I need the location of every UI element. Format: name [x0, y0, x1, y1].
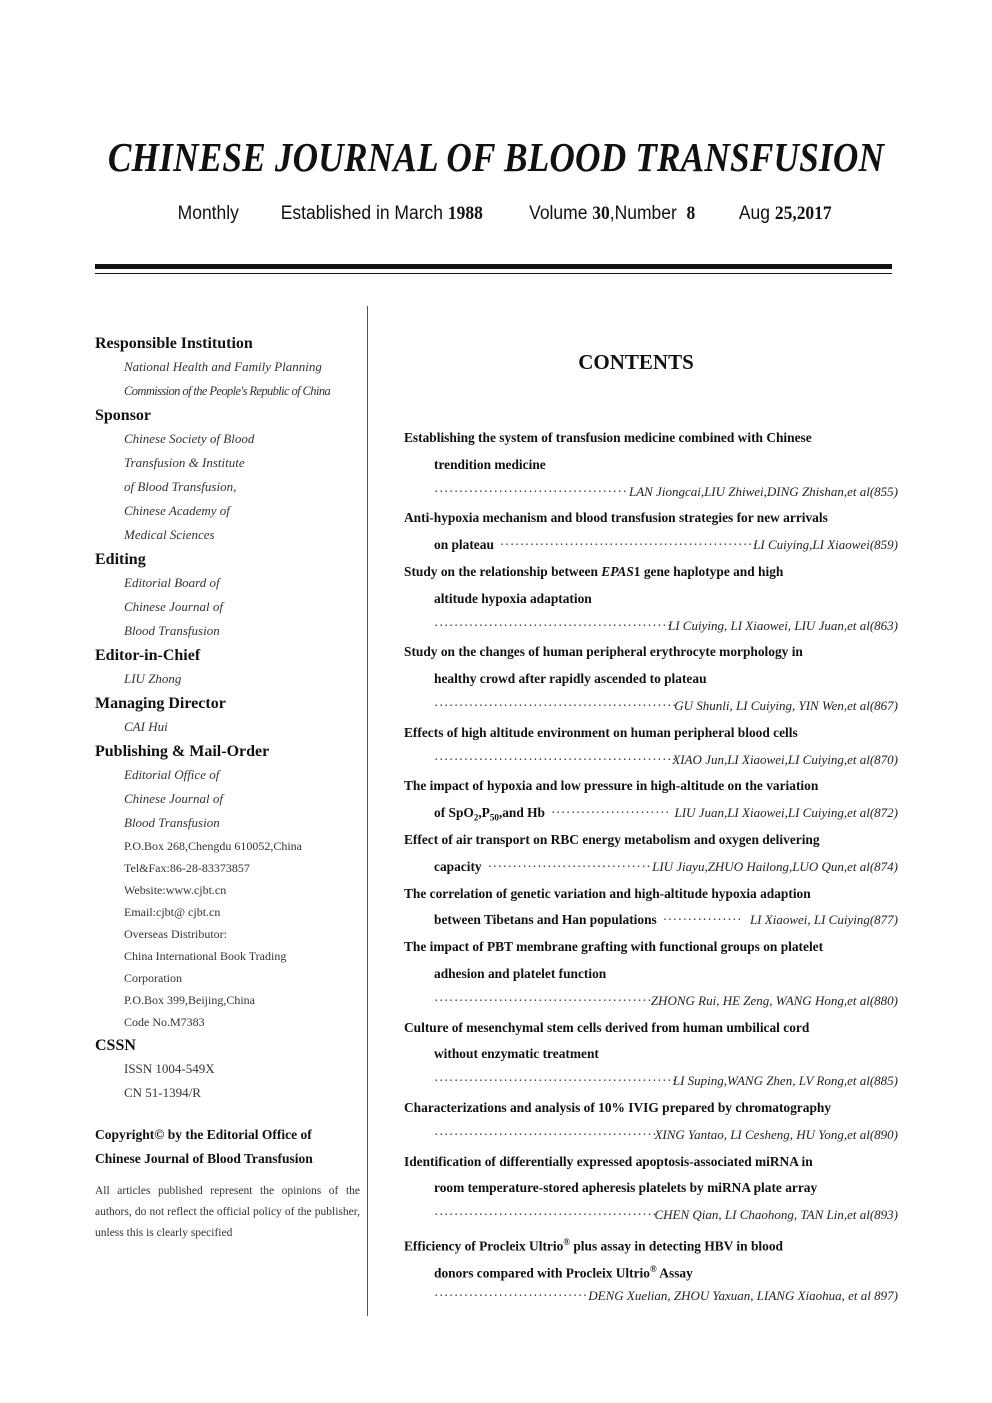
section-line: of Blood Transfusion,: [124, 479, 237, 494]
section-line: Chinese Society of Blood: [124, 431, 255, 446]
contents-heading: CONTENTS: [578, 350, 694, 374]
contact-line: Tel&Fax:86-28-83373857: [124, 861, 250, 875]
section-line: Transfusion & Institute: [124, 455, 245, 470]
toc-title-line: Anti-hypoxia mechanism and blood transfusion strategies for new arrivals: [404, 510, 828, 526]
toc-title-line: trendition medicine: [434, 456, 546, 472]
toc-title-line: Culture of mesenchymal stem cells derived from human umbilical cord: [404, 1019, 810, 1035]
toc-authors: LI Suping,WANG Zhen, LV Rong,et al(885): [672, 1073, 898, 1089]
section-line: Chinese Journal of: [124, 599, 223, 614]
section-line: Blood Transfusion: [124, 815, 220, 830]
toc-authors-line: between Tibetans and Han populations LI Xiaowei, LI Cuiying(877) ················: [404, 907, 898, 934]
toc-title-line: The impact of PBT membrane grafting with functional groups on platelet: [404, 939, 824, 955]
section-line: Commission of the People's Republic of China: [124, 384, 331, 398]
section-line: CAI Hui: [124, 719, 168, 734]
section-heading: Editing: [95, 551, 146, 568]
leader-dots: ·······································: [434, 483, 628, 499]
section-heading: Editor-in-Chief: [95, 647, 201, 664]
toc-title-line: The impact of hypoxia and low pressure in high-altitude on the variation: [404, 778, 819, 794]
toc-authors: LAN Jiongcai,LIU Zhiwei,DING Zhishan,et al(855): [628, 483, 898, 499]
masthead-info: [95, 331, 360, 1244]
toc-title-line: Characterizations and analysis of 10% IVIG prepared by chromatography: [404, 1099, 832, 1115]
toc-authors-line: capacity LIU Jiayu,ZHUO Hailong,LUO Qun,et al(874) ·································: [404, 854, 898, 881]
leader-dots: ·································: [487, 858, 652, 874]
issn-line: ISSN 1004-549X: [124, 1061, 215, 1076]
copyright-notice: Copyright© by the Editorial Office of Chinese Journal of Blood Transfusion: [95, 1127, 313, 1166]
toc-title-line: Study on the changes of human peripheral erythrocyte morphology in: [404, 644, 803, 660]
table-of-contents: [404, 425, 898, 1309]
toc-authors: XING Yantao, LI Cesheng, HU Yong,et al(890): [654, 1126, 898, 1142]
leader-dots: ·············································: [434, 1207, 658, 1223]
contact-line: P.O.Box 399,Beijing,China: [124, 993, 256, 1007]
toc-authors: LIU Juan,LI Xiaowei,LI Cuiying,et al(872): [674, 805, 898, 821]
toc-title-line: Effect of air transport on RBC energy metabolism and oxygen delivering: [404, 831, 820, 847]
section-heading: Publishing & Mail-Order: [95, 743, 270, 760]
leader-dots: ·················································: [434, 751, 677, 767]
toc-title-line: Efficiency of Procleix Ultrio® plus assay in detecting HBV in blood: [404, 1236, 783, 1254]
leader-dots: ························: [551, 805, 671, 821]
contact-line: Email:cjbt@ cjbt.cn: [124, 905, 221, 919]
toc-authors-line: [404, 988, 898, 1015]
toc-authors-line: [404, 613, 898, 640]
leader-dots: ·············································: [434, 1126, 658, 1142]
toc-authors: LI Cuiying, LI Xiaowei, LIU Juan,et al(863): [667, 617, 898, 633]
disclaimer: All articles published represent the opinions of the authors, do not reflect the official policy of the publisher, unless this is clearly specified: [95, 1185, 360, 1239]
contact-line: Overseas Distributor:: [124, 927, 227, 941]
toc-title-line: Establishing the system of transfusion medicine combined with Chinese: [404, 430, 812, 445]
section-line: Editorial Board of: [124, 575, 220, 590]
section-line: Chinese Journal of: [124, 791, 223, 806]
leader-dots: ············································: [434, 992, 653, 1008]
section-line: National Health and Family Planning: [124, 359, 322, 374]
toc-title-line: Effects of high altitude environment on human peripheral blood cells: [404, 724, 798, 740]
leader-dots: ·················································: [434, 1073, 677, 1089]
leader-dots: ·················································: [434, 697, 677, 713]
toc-authors-line: of $SpO_2,P_{50},and$ Hb LIU Juan,LI Xiaowei,LI Cuiying,et al(872) ························: [404, 800, 898, 827]
toc-title-line: without enzymatic treatment: [434, 1046, 599, 1062]
column-divider: [367, 306, 368, 1316]
toc-authors: XIAO Jun,LI Xiaowei,LI Cuiying,et al(870): [672, 751, 898, 767]
toc-authors: LI Xiaowei, LI Cuiying(877): [749, 912, 898, 928]
frequency: Monthly: [177, 203, 239, 224]
leader-dots: ················································: [434, 617, 673, 633]
section-line: LIU Zhong: [124, 671, 182, 686]
toc-authors-line: on plateau LI Cuiying,LI Xiaowei(859) ····················································: [404, 532, 898, 559]
leader-dots: ····················································: [499, 537, 758, 553]
section-line: Editorial Office of: [124, 767, 220, 782]
contact-line: Website:www.cjbt.cn: [124, 883, 227, 897]
toc-authors-line: [404, 1068, 898, 1095]
toc-authors: DENG Xuelian, ZHOU Yaxuan, LIANG Xiaohua, et al 897): [588, 1287, 898, 1303]
toc-authors-line: [404, 747, 898, 774]
toc-title-line: donors compared with Procleix Ultrio® Assay: [434, 1263, 693, 1281]
leader-dots: ·······························: [434, 1287, 588, 1303]
toc-authors-line: [404, 693, 898, 720]
toc-authors: LIU Jiayu,ZHUO Hailong,LUO Qun,et al(874): [652, 858, 898, 874]
toc-authors-line: [404, 1122, 898, 1149]
toc-title-line: Identification of differentially expressed apoptosis-associated miRNA in: [404, 1153, 813, 1169]
toc-authors: GU Shunli, LI Cuiying, YIN Wen,et al(867): [674, 697, 898, 713]
toc-authors-line: [404, 1283, 898, 1310]
section-line: Blood Transfusion: [124, 623, 220, 638]
contact-line: Code No.M7383: [124, 1015, 205, 1029]
section-heading: Sponsor: [95, 407, 152, 424]
toc-authors: LI Cuiying,LI Xiaowei(859): [753, 537, 898, 553]
issue-date: Aug 25,2017: [738, 203, 832, 224]
contact-line: P.O.Box 268,Chengdu 610052,China: [124, 839, 303, 853]
header-rule-thick: [95, 264, 892, 269]
toc-title-line: altitude hypoxia adaptation: [434, 590, 592, 606]
journal-title: CHINESE JOURNAL OF BLOOD TRANSFUSION: [107, 134, 885, 180]
volume-number: Volume 30,Number 8: [529, 203, 696, 224]
section-line: Medical Sciences: [124, 527, 215, 542]
toc-title-line: adhesion and platelet function: [434, 965, 607, 981]
toc-authors-line: [404, 1202, 898, 1229]
toc-authors: CHEN Qian, LI Chaohong, TAN Lin,et al(893): [654, 1207, 898, 1223]
cn-line: CN 51-1394/R: [124, 1085, 201, 1100]
contact-line: China International Book Trading: [124, 949, 287, 963]
header-rule-thin: [95, 273, 892, 274]
section-heading: Managing Director: [95, 695, 226, 712]
toc-title-line: The correlation of genetic variation and high-altitude hypoxia adaption: [404, 885, 811, 901]
section-heading: Responsible Institution: [95, 335, 253, 352]
toc-title-line: Study on the relationship between EPAS1 gene haplotype and high: [404, 563, 784, 579]
section-heading: CSSN: [95, 1037, 136, 1054]
section-line: Chinese Academy of: [124, 503, 230, 518]
toc-authors: ZHONG Rui, HE Zeng, WANG Hong,et al(880): [650, 992, 898, 1008]
toc-title-line: room temperature-stored apheresis platelets by miRNA plate array: [434, 1180, 818, 1196]
toc-title-line: healthy crowd after rapidly ascended to plateau: [434, 671, 707, 687]
established: Established in March 1988: [280, 203, 483, 224]
leader-dots: ················: [662, 912, 743, 928]
contact-line: Corporation: [124, 971, 182, 985]
toc-authors-line: [404, 479, 898, 506]
